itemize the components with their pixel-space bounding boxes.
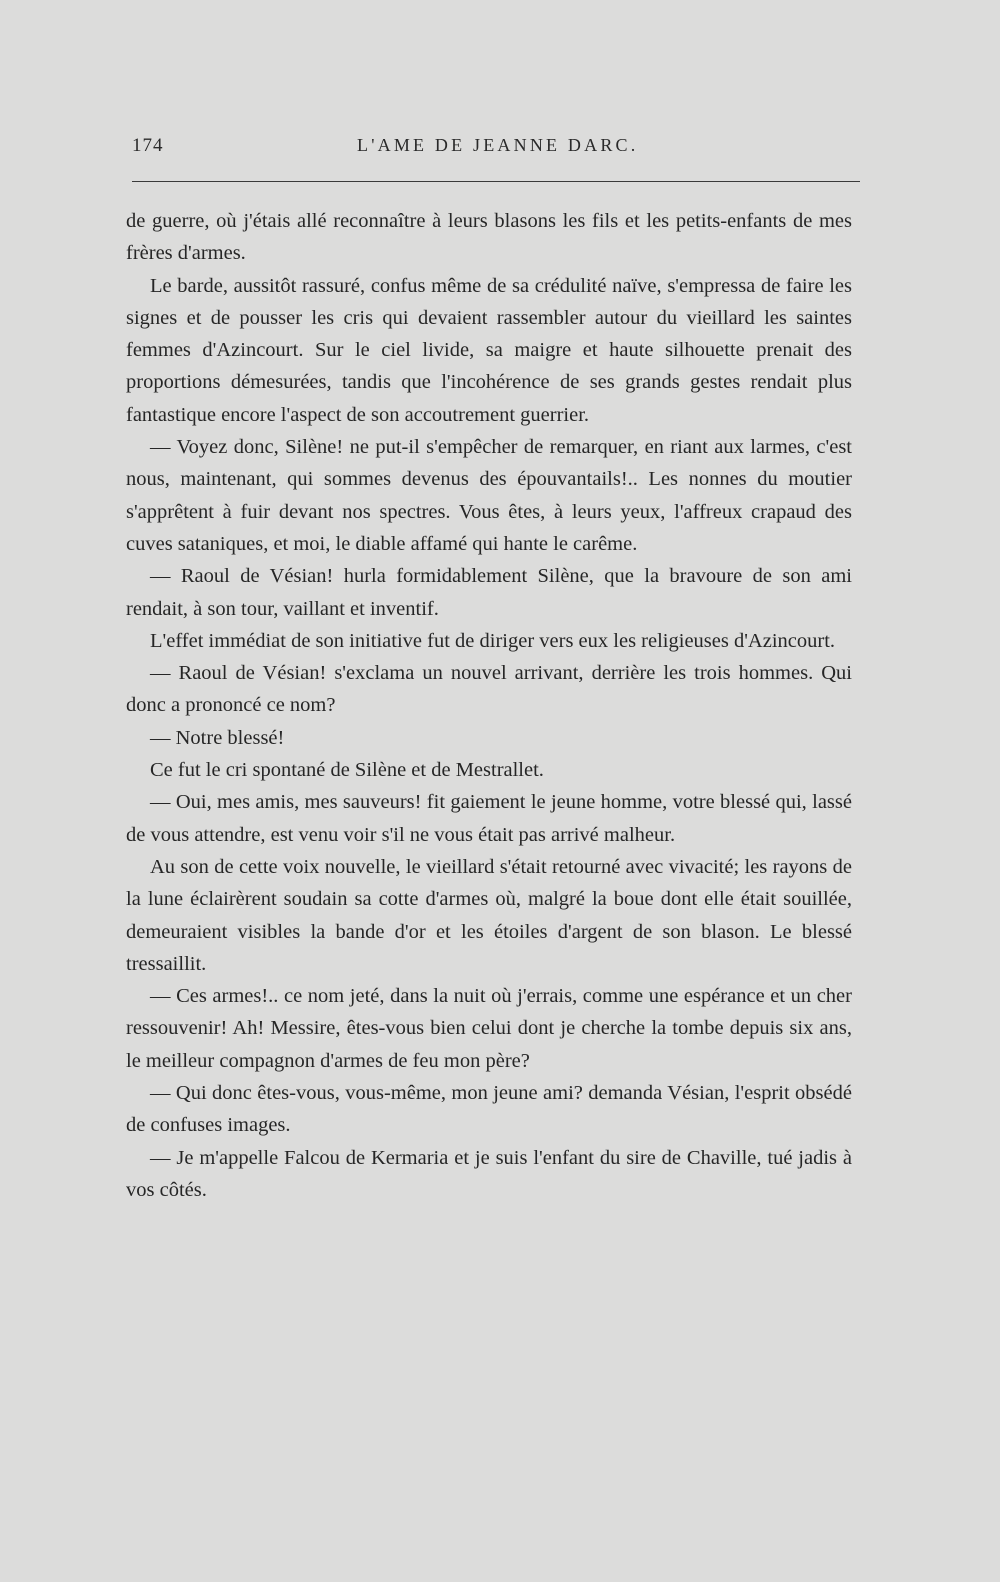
paragraph: — Je m'appelle Falcou de Kermaria et je suis l'enfant du sire de Chaville, tué jadis à vos côtés. — [126, 1146, 852, 1201]
paragraph: — Ces armes!.. ce nom jeté, dans la nuit où j'errais, comme une espérance et un cher ressouvenir! Ah! Messire, êtes-vous bien celui dont je cherche la tombe depuis six ans, le meilleur compagnon d'armes de feu mon père? — [126, 985, 852, 1072]
running-title: L'AME DE JEANNE DARC. — [357, 135, 639, 155]
paragraph: L'effet immédiat de son initiative fut de diriger vers eux les religieuses d'Azincourt. — [150, 629, 836, 652]
paragraph: — Oui, mes amis, mes sauveurs! fit gaiement le jeune homme, votre blessé qui, lassé de vous attendre, est venu voir s'il ne vous était pas arrivé malheur. — [126, 791, 852, 846]
paragraph: Au son de cette voix nouvelle, le vieillard s'était retourné avec vivacité; les rayons de la lune éclairèrent soudain sa cotte d'armes où, malgré la boue dont elle était souillée, demeuraient visibles la bande d'or et les étoiles d'argent de son blason. Le blessé tressaillit. — [126, 855, 852, 975]
paragraph: Le barde, aussitôt rassuré, confus même de sa crédulité naïve, s'empressa de faire les signes et de pousser les cris qui devaient rassembler autour du vieillard les saintes femmes d'Azincourt. Sur le ciel livide, sa maigre et haute silhouette prenait des proportions démesurées, tandis que l'incohérence de ses grands gestes rendait plus fantastique encore l'aspect de son accoutrement guerrier. — [126, 274, 852, 426]
paragraph: — Raoul de Vésian! hurla formidablement Silène, que la bravoure de son ami rendait, à son tour, vaillant et inventif. — [126, 565, 852, 620]
paragraph: — Voyez donc, Silène! ne put-il s'empêcher de remarquer, en riant aux larmes, c'est nous, maintenant, qui sommes devenus des épouvantails!.. Les nonnes du moutier s'apprêtent à fuir devant nos spectres. Vous êtes, à leurs yeux, l'affreux crapaud des cuves sataniques, et moi, le diable affamé qui hante le carême. — [126, 436, 852, 555]
paragraph: — Notre blessé! — [150, 726, 285, 749]
running-head — [132, 135, 856, 165]
paragraph: de guerre, où j'étais allé reconnaître à leurs blasons les fils et les petits-enfants de mes frères d'armes. — [126, 210, 852, 265]
page-number: 174 — [132, 135, 164, 156]
body-text — [126, 205, 852, 1206]
paragraph: Ce fut le cri spontané de Silène et de Mestrallet. — [150, 759, 544, 782]
paragraph: — Qui donc êtes-vous, vous-même, mon jeune ami? demanda Vésian, l'esprit obsédé de confuses images. — [126, 1082, 852, 1137]
header-rule — [132, 181, 860, 182]
paragraph: — Raoul de Vésian! s'exclama un nouvel arrivant, derrière les trois hommes. Qui donc a prononcé ce nom? — [126, 662, 852, 717]
